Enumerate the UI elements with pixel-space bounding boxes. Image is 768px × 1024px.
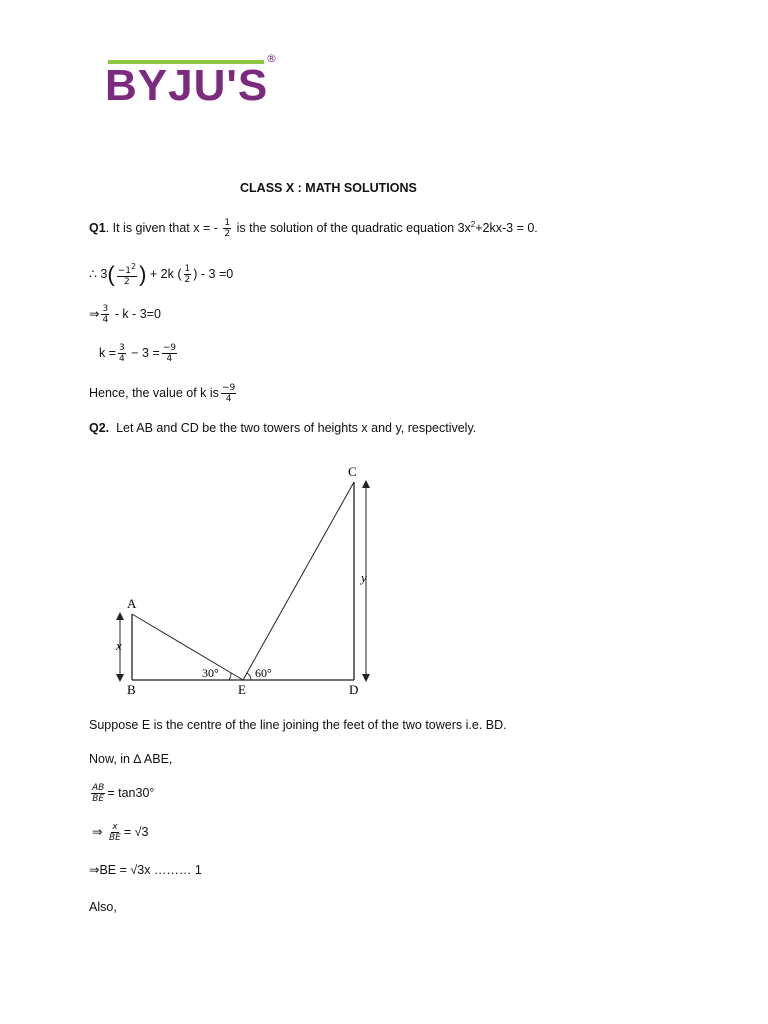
label-d: D [349, 682, 359, 697]
label-e: E [238, 682, 246, 697]
q2-statement: Q2. Let AB and CD be the two towers of heights x and y, respectively. [89, 421, 477, 435]
x-arrow-head-up [116, 612, 124, 620]
angle-arc-30 [229, 673, 231, 680]
q1-answer: Hence, the value of k is $\frac{-9}{4}$ [89, 383, 236, 404]
q1-step2: ⇒ $\frac{3}{4}$ - k - 3=0 [89, 304, 161, 325]
label-a: A [127, 596, 137, 611]
y-arrow-head-up [362, 480, 370, 488]
q2-eq2: ⇒ $\frac{x}{BE}$ = √3 [92, 822, 149, 843]
q2-eq3: ⇒BE = √3x ……… 1 [89, 863, 202, 877]
label-x: x [116, 638, 122, 653]
label-y: y [361, 570, 367, 585]
q2-now: Now, in ∆ ABE, [89, 752, 173, 766]
q1-step3: k = $\frac{3}{4}$ − 3 = $\frac{-9}{4}$ [99, 343, 177, 364]
label-angle-60: 60° [255, 666, 272, 680]
angle-arc-60 [247, 673, 251, 680]
label-b: B [127, 682, 136, 697]
towers-diagram [110, 460, 390, 700]
line-ae [132, 614, 243, 680]
page-title: CLASS X : MATH SOLUTIONS [240, 181, 417, 195]
label-c: C [348, 464, 357, 479]
line-ec [243, 482, 354, 680]
q1-step1: ∴ 3( $\frac{-1^2}{2}$ ) + 2k ( $\frac{1}{2}$ ) - 3 =0 [89, 261, 234, 287]
registered-mark: ® [266, 52, 277, 65]
x-arrow-head-down [116, 674, 124, 682]
byjus-logo: BYJU'S [105, 61, 269, 110]
q2-suppose: Suppose E is the centre of the line joining the feet of the two towers i.e. BD. [89, 718, 507, 732]
q1-statement: Q1. It is given that x = - $\frac{1}{2}$ is the solution of the quadratic equation $3x^2+2kx-3 = 0$. [89, 218, 538, 240]
q2-also: Also, [89, 900, 117, 914]
y-arrow-head-down [362, 674, 370, 682]
label-angle-30: 30° [202, 666, 219, 680]
q2-eq1: $\frac{AB}{BE}$ = tan30° [92, 783, 155, 804]
